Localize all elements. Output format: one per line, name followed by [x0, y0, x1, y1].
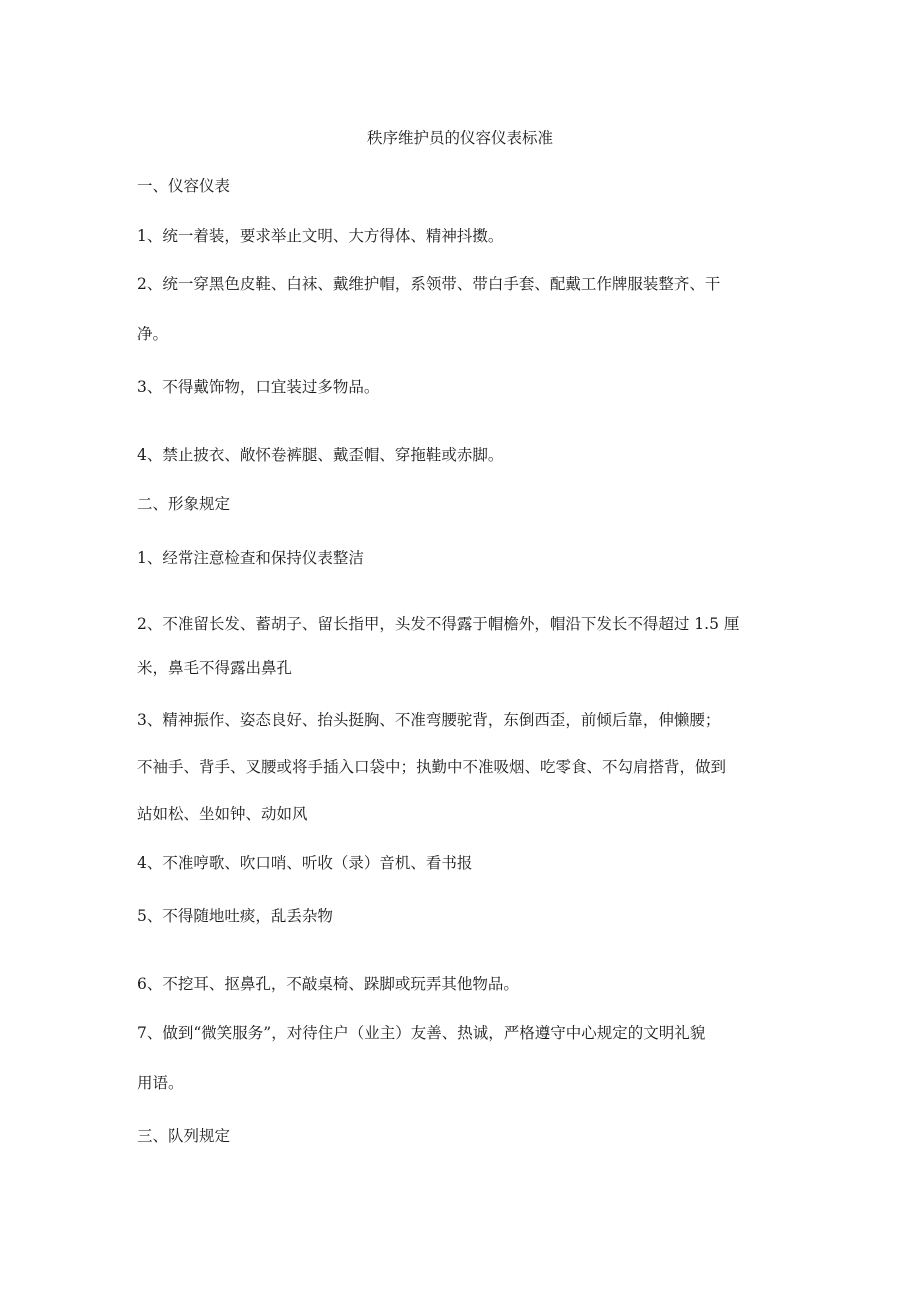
paragraph-line: 用语。	[137, 1074, 184, 1092]
section-heading-image: 二、形象规定	[137, 495, 231, 513]
paragraph-line: 1、经常注意检查和保持仪表整洁	[137, 549, 364, 567]
paragraph-line: 米，鼻毛不得露出鼻孔	[137, 659, 293, 677]
paragraph-line: 2、不准留长发、蓄胡子、留长指甲，头发不得露于帽檐外，帽沿下发长不得超过 1.5 厘	[137, 615, 740, 633]
section-heading-appearance: 一、仪容仪表	[137, 177, 231, 195]
paragraph-line: 站如松、坐如钟、动如风	[137, 805, 308, 823]
paragraph-line: 2、统一穿黑色皮鞋、白袜、戴维护帽，系领带、带白手套、配戴工作牌服装整齐、干	[137, 275, 721, 293]
paragraph-line: 5、不得随地吐痰，乱丢杂物	[137, 907, 333, 925]
section-heading-formation: 三、队列规定	[137, 1127, 231, 1145]
paragraph-line: 3、精神振作、姿态良好、抬头挺胸、不准弯腰驼背，东倒西歪，前倾后靠，伸懒腰；	[137, 711, 721, 729]
document-title: 秩序维护员的仪容仪表标准	[366, 129, 553, 147]
paragraph-line: 不袖手、背手、叉腰或将手插入口袋中；执勤中不准吸烟、吃零食、不勾肩搭背，做到	[137, 758, 727, 776]
paragraph-line: 7、做到“微笑服务”，对待住户（业主）友善、热诚，严格遵守中心规定的文明礼貌	[137, 1024, 706, 1042]
paragraph-line: 6、不挖耳、抠鼻孔，不敲桌椅、跺脚或玩弄其他物品。	[137, 975, 519, 993]
paragraph-line: 3、不得戴饰物，口宜装过多物品。	[137, 378, 380, 396]
paragraph-line: 4、不准哼歌、吹口哨、听收（录）音机、看书报	[137, 854, 473, 872]
paragraph-line: 净。	[137, 325, 169, 343]
paragraph-line: 1、统一着装，要求举止文明、大方得体、精神抖擞。	[137, 227, 504, 245]
paragraph-line: 4、禁止披衣、敞怀卷裤腿、戴歪帽、穿拖鞋或赤脚。	[137, 446, 504, 464]
